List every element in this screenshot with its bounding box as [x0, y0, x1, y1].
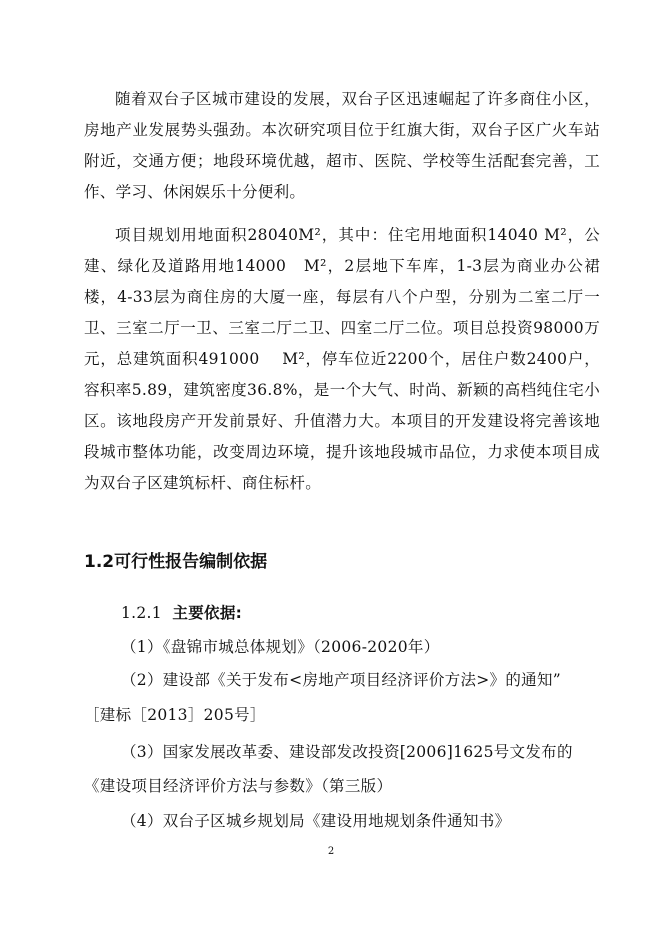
- basis-item-3-line-2: 《建设项目经济评价方法与参数》（第三版）: [84, 777, 393, 795]
- intro-paragraph: 随着双台子区城市建设的发展，双台子区迅速崛起了许多商住小区，房地产业发展势头强劲。本次研究项目位于红旗大街，双台子区广火车站附近，交通方便；地段环境优越，超市、医院、学校等生活配套完善，工作、学习、休闲娱乐十分便利。: [84, 90, 600, 201]
- project-overview-paragraph: 项目规划用地面积28040M²，其中：住宅用地面积14040 M²，公建、绿化及道路用地14000 M²，2层地下车库，1-3层为商业办公裙楼，4-33层为商住房的大厦一座，每层有八个户型，分别为二室二厅一卫、三室二厅一卫、三室二厅二卫、四室二厅二位。项目总投资98000万元，总建筑面积491000 M²，停车位近2200个，居住户数2400户，容积率5.89，建筑密度36.8%，是一个大气、时尚、新颖的高档纯住宅小区。该地段房产开发前景好、升值潜力大。本项目的开发建设将完善该地段城市整体功能，改变周边环境，提升该地段城市品位，力求使本项目成为双台子区建筑标杆、商住标杆。: [84, 226, 600, 492]
- subsection-title: 主要依据:: [172, 604, 243, 622]
- subsection-number: 1.2.1: [121, 604, 162, 622]
- basis-item-1: （1）《盘锦市城总体规划》（2006-2020年）: [121, 638, 440, 656]
- section-heading: 1.2可行性报告编制依据: [84, 552, 268, 572]
- page-number: 2: [327, 846, 335, 857]
- basis-item-4: （4）双台子区城乡规划局《建设用地规划条件通知书》: [121, 812, 511, 830]
- basis-item-3-line-1: （3）国家发展改革委、建设部发改投资[2006]1625号文发布的: [121, 743, 573, 761]
- basis-item-2-line-2: ［建标［2013］205号］: [84, 706, 266, 724]
- basis-item-2-line-1: （2）建设部《关于发布<房地产项目经济评价方法>》的通知”: [121, 671, 561, 689]
- subsection-heading: [121, 598, 242, 628]
